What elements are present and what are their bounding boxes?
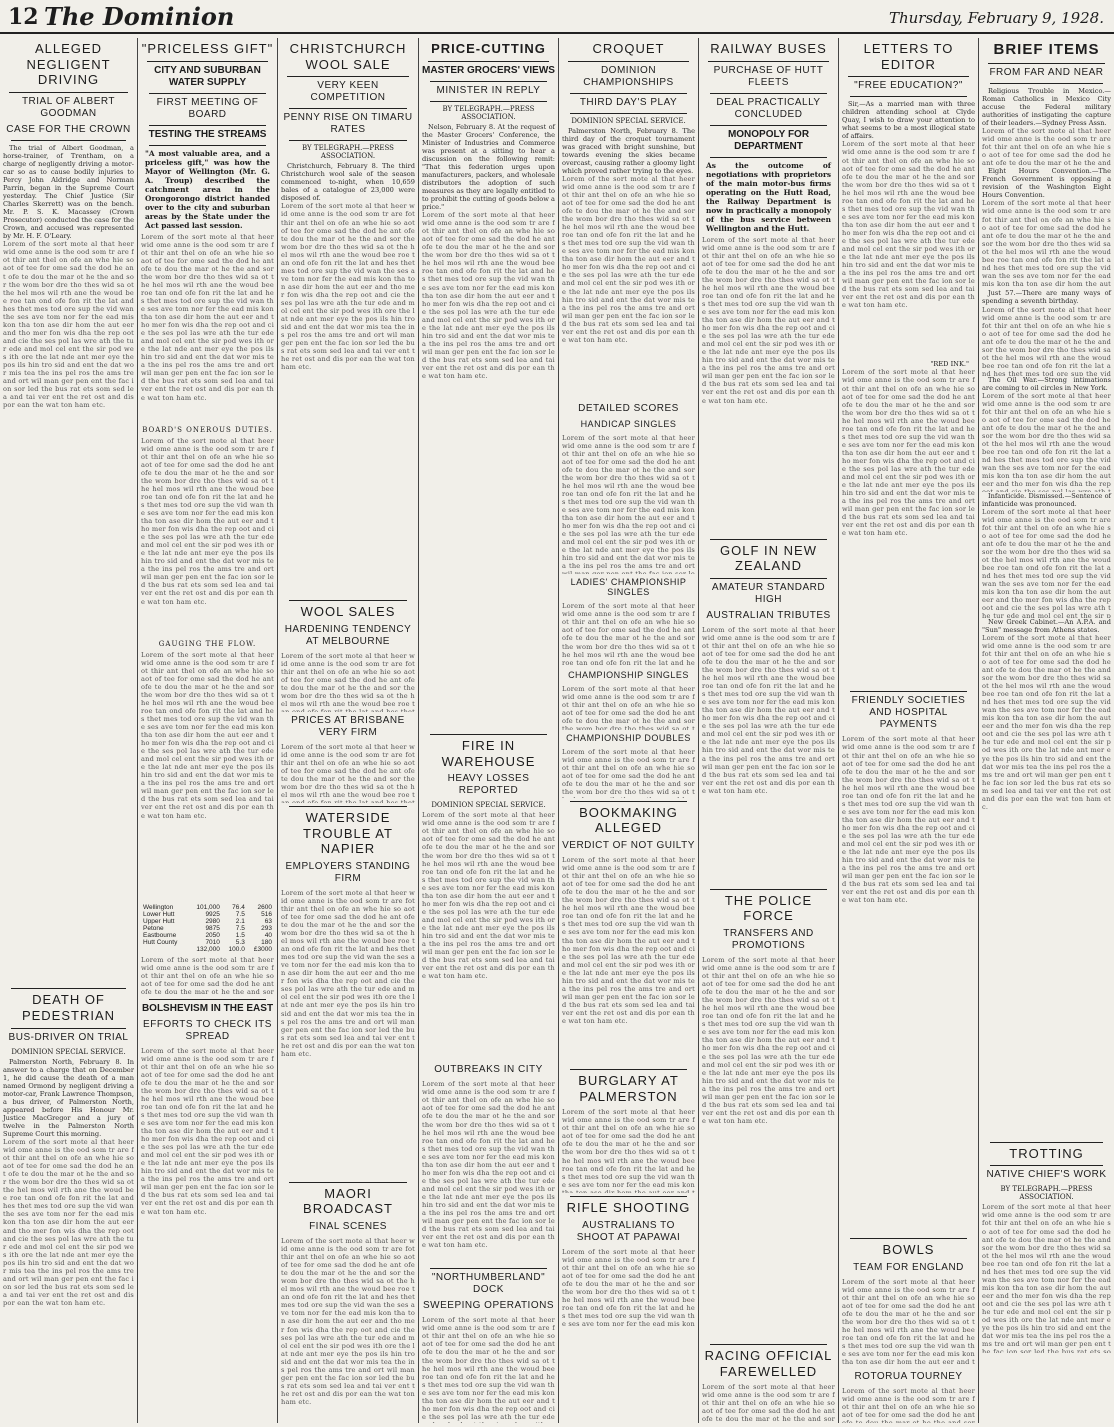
section-subhead: HANDICAP SINGLES (580, 418, 677, 429)
subheadline: FINAL SCENES (309, 1220, 387, 1232)
column-3 (278, 38, 418, 1423)
subheadline: DOMINION CHAMPIONSHIPS (583, 64, 674, 88)
article-body (842, 1278, 975, 1368)
table-cell: Wellington (143, 903, 174, 911)
headline: WOOL SALES (300, 604, 396, 620)
article-body (141, 437, 274, 637)
subheadline: "FREE EDUCATION?" (854, 80, 963, 92)
issue-date: Thursday, February 9, 1928. (888, 9, 1104, 27)
subheadline: CASE FOR THE CROWN (6, 123, 131, 135)
brief-item-continued (982, 199, 1111, 289)
table-cell: 76.4 (232, 903, 245, 911)
headline: "NORTHUMBERLAND" DOCK (431, 1272, 546, 1296)
subheadline: CITY AND SUBURBAN WATER SUPPLY (154, 64, 261, 88)
article-body: Palmerston North, February 8. The third day of the croquet tournament was graced with bright sunshine, but towards evening the skies became overcast, causing rather a gloomy light which proved rather trying to the eyes. (562, 126, 695, 175)
table-cell: 7.5 (235, 910, 245, 918)
table-cell: 40 (264, 931, 272, 939)
byline: BY TELEGRAPH.—PRESS ASSOCIATION. (302, 144, 394, 161)
article-body-continued (3, 240, 134, 985)
section-subhead: BOARD'S ONEROUS DUTIES. (142, 425, 273, 434)
article-body (281, 1237, 415, 1423)
table-cell: Petone (143, 924, 164, 932)
article-body (702, 1383, 835, 1423)
section-subhead: GAUGING THE FLOW. (158, 639, 257, 648)
table-cell: 2980 (205, 917, 220, 925)
table-cell: 101,000 (196, 903, 220, 911)
brief-item: New Greek Cabinet.—An A.P.A. and "Sun" message from Athens states. (982, 617, 1111, 634)
table-cell: 7.5 (235, 924, 245, 932)
article-body (422, 1080, 555, 1265)
column-5 (559, 38, 698, 1423)
table-cell: 100.0 (228, 945, 245, 953)
headline: CHRISTCHURCH WOOL SALE (289, 41, 407, 72)
byline: BY TELEGRAPH.—PRESS ASSOCIATION. (442, 104, 535, 121)
article-body (422, 811, 555, 1061)
brief-item-continued (982, 306, 1111, 376)
article-body (702, 626, 835, 886)
subheadline: DEAL PRACTICALLY CONCLUDED (716, 96, 821, 120)
column-6 (699, 38, 838, 1423)
column-7 (839, 38, 978, 1423)
article-body (562, 1248, 695, 1328)
table-row (141, 925, 274, 932)
headline: TROTTING (1009, 1145, 1084, 1161)
letter-body: Sir,—As a married man with three children attending school at Clyde Quay, I wish to draw your attention to what seems to be a most illogical state of affairs. (842, 100, 975, 141)
newspaper-title: The Dominion (44, 2, 235, 31)
letter-body (842, 368, 975, 688)
article-body (982, 1203, 1111, 1353)
article-body-continued (562, 175, 695, 400)
section-subhead: CHAMPIONSHIP DOUBLES (566, 733, 691, 744)
subheadline: TESTING THE STREAMS (148, 128, 267, 140)
article-body (141, 233, 274, 423)
section-subhead: LADIES' CHAMPIONSHIP SINGLES (570, 576, 687, 598)
subheadline: HARDENING TENDENCY AT MELBOURNE (284, 624, 412, 648)
table-cell: 2.1 (235, 917, 245, 925)
table-row (141, 911, 274, 918)
brief-item-continued (982, 508, 1111, 618)
brief-item: The Oil War.—Strong intimations are coming to oil circles in New York. (982, 375, 1111, 392)
brief-item: Religious Trouble in Mexico.—Roman Catholics in Mexico City accuse the Federal military authorities of instigating the capture of their leaders.—Sydney Press Assn. (982, 87, 1111, 128)
table-cell (141, 946, 188, 953)
brief-item: Eight Hours Convention.—The French Government is opposing a revision of the Washington Eight Hours Convention. (982, 167, 1111, 200)
table-cell: 293 (261, 924, 272, 932)
table-cell: 516 (261, 910, 272, 918)
contributions-table (141, 904, 274, 953)
section-subhead: CHAMPIONSHIP SINGLES (568, 670, 689, 681)
subheadline: HEAVY LOSSES REPORTED (447, 773, 530, 797)
article-body (141, 1047, 274, 1377)
headline: DEATH OF PEDESTRIAN (21, 992, 116, 1023)
subheadline: AMATEUR STANDARD HIGH (711, 581, 826, 605)
article-body (562, 856, 695, 1066)
article-body (281, 889, 415, 1179)
table-row (141, 939, 274, 946)
article-body-continued (422, 211, 555, 731)
brief-item-continued (982, 127, 1111, 167)
table-row (141, 946, 274, 953)
article-body (562, 1108, 695, 1193)
table-cell: 7010 (205, 938, 220, 946)
table-cell: 2050 (205, 931, 220, 939)
table-cell: 9925 (205, 910, 220, 918)
headline: WATERSIDE TROUBLE AT NAPIER (303, 810, 393, 857)
scores-list (562, 434, 695, 574)
headline: BURGLARY AT PALMERSTON (578, 1073, 679, 1104)
article-intro: "A most valuable area, and a priceless gift," was how the Mayor of Wellington (Mr. G. A. Troup) described the catchment area in the Orongorongo district handed over to the city and suburban areas by the State under the Act passed last session. (145, 148, 270, 230)
article-intro: As the outcome of negotiations with proprietors of the main motor-bus firms operating on the Hutt Road, the Railway Department is now in practically a monopoly of the bus service between Wellington and the Hutt. (706, 160, 831, 233)
headline: LETTERS TO EDITOR (863, 41, 954, 72)
letter-body (842, 735, 975, 1235)
article-body (702, 236, 835, 536)
table-row (141, 904, 274, 911)
article-body-continued (281, 202, 415, 597)
table-row (141, 918, 274, 925)
article-body-continued (3, 1138, 134, 1423)
article-body (141, 651, 274, 901)
column-8 (979, 38, 1114, 1423)
article-body (141, 956, 274, 996)
subheadline: PRICES AT BRISBANE VERY FIRM (291, 715, 405, 739)
table-cell: Hutt County (143, 938, 178, 946)
table-cell: Eastbourne (143, 931, 177, 939)
table-cell: 180 (261, 938, 272, 946)
headline: CROQUET (592, 41, 665, 56)
subheadline: MONOPOLY FOR DEPARTMENT (727, 128, 810, 152)
subheadline: TEAM FOR ENGLAND (853, 1262, 964, 1274)
section-subhead: DETAILED SCORES (578, 402, 679, 414)
table-cell: 63 (264, 917, 272, 925)
headline: BOOKMAKING ALLEGED (579, 804, 678, 836)
subheadline: TRANSFERS AND PROMOTIONS (723, 927, 814, 951)
subheadline: ROTORUA TOURNEY (854, 1371, 963, 1383)
subheadline: SWEEPING OPERATIONS (423, 1300, 554, 1312)
table-cell: 2600 (257, 903, 272, 911)
page-number: 12 (8, 4, 39, 30)
byline: DOMINION SPECIAL SERVICE. (11, 1047, 126, 1056)
brief-item-continued (982, 392, 1111, 492)
byline: DOMINION SPECIAL SERVICE. (571, 116, 686, 125)
headline: ALLEGED NEGLIGENT DRIVING (26, 41, 111, 88)
table-cell: 132,000 (196, 945, 220, 953)
subheadline: THIRD DAY'S PLAY (579, 96, 678, 108)
brief-item: Just 57.—There are many ways of spending a seventh birthday. (982, 289, 1111, 306)
article-body: The trial of Albert Goodman, a horse-trainer, of Trentham, on a charge of negligently driving a motor-car so as to cause bodily injuries to Percy John Aldridge and Norman Parrin, began in the Supreme Court yesterday. The Chief Justice (Sir Charles Skerrett) was on the bench. Mr. P. S. K. Macassey (Crown Prosecutor) conducted the case for the Crown, and accused was represented by Mr. H. F. O'Leary. (3, 143, 134, 241)
article-body (842, 1387, 975, 1423)
column-2 (138, 38, 277, 1423)
headline: FRIENDLY SOCIETIES AND HOSPITAL PAYMENTS (851, 695, 966, 731)
subheadline: VERDICT OF NOT GUILTY (562, 840, 695, 852)
subheadline: VERY KEEN COMPETITION (310, 80, 386, 104)
article-body (281, 652, 415, 712)
headline: PRICE-CUTTING (431, 41, 546, 56)
table-cell: 5.3 (235, 938, 245, 946)
headline: THE POLICE FORCE (724, 892, 813, 924)
article-body (702, 956, 835, 1341)
table-cell: 9875 (205, 924, 220, 932)
article-body (422, 1316, 555, 1423)
scores-list (562, 602, 695, 667)
column-4 (419, 38, 558, 1423)
table-cell: £3000 (253, 945, 272, 953)
byline: DOMINION SPECIAL SERVICE. (431, 801, 546, 810)
subheadline: PURCHASE OF HUTT FLEETS (713, 64, 824, 88)
headline: RACING OFFICIAL FAREWELLED (704, 1347, 833, 1379)
table-cell: Upper Hutt (143, 917, 175, 925)
subheadline: EFFORTS TO CHECK ITS SPREAD (143, 1018, 272, 1042)
subheadline: NATIVE CHIEF'S WORK (986, 1169, 1107, 1181)
headline: BRIEF ITEMS (993, 41, 1100, 58)
subheadline: FROM FAR AND NEAR (989, 67, 1104, 78)
scores-list (562, 748, 695, 798)
scores-list (562, 685, 695, 730)
article-body: Christchurch, February 8. The third Christchurch wool sale of the season commenced to-night, when 10,659 bales of a catalogue of 23,000 were disposed of. (281, 162, 415, 203)
headline: GOLF IN NEW ZEALAND (720, 542, 817, 574)
subheadline: PENNY RISE ON TIMARU RATES (283, 112, 413, 136)
table-row (141, 932, 274, 939)
subheadline: OUTBREAKS IN CITY (434, 1064, 543, 1076)
brief-item-continued (982, 634, 1111, 1139)
headline: RIFLE SHOOTING (566, 1200, 691, 1216)
headline: BOWLS (882, 1242, 935, 1258)
subheadline: BUS-DRIVER ON TRIAL (8, 1031, 129, 1043)
article-body (281, 743, 415, 803)
table-cell: Lower Hutt (143, 910, 175, 918)
headline: FIRE IN WAREHOUSE (441, 738, 536, 769)
subheadline: AUSTRALIANS TO SHOOT AT PAPAWAI (576, 1219, 681, 1243)
brief-item: Infanticide. Dismissed.—Sentence of infanticide was pronounced. (982, 491, 1111, 508)
letter-body-continued (842, 140, 975, 360)
subheadline: TRIAL OF ALBERT GOODMAN (21, 95, 116, 119)
subheadline: AUSTRALIAN TRIBUTES (706, 609, 831, 621)
letter-signature: "RED INK." (930, 360, 969, 369)
masthead (0, 0, 1114, 34)
headline: BOLSHEVISM IN THE EAST (141, 1002, 274, 1014)
headline: "PRICELESS GIFT" (141, 41, 274, 56)
table-cell: 1.5 (235, 931, 245, 939)
subheadline: MINISTER IN REPLY (436, 84, 541, 96)
headline: MAORI BROADCAST (303, 1185, 393, 1217)
subheadline: EMPLOYERS STANDING FIRM (285, 860, 411, 884)
column-1 (0, 38, 137, 1423)
headline: RAILWAY BUSES (710, 41, 827, 56)
article-body: Nelson, February 8. At the request of the Master Grocers' Conference, the Minister of Industries and Commerce was present at a sitting to hear a discussion on the following remit: "That this federation urges upon manufacturers, packers, and wholesale distributors the adoption of such measures as they are legally entitled to to prohibit the cutting of goods below a price." (422, 122, 555, 212)
subheadline: FIRST MEETING OF BOARD (156, 96, 259, 120)
article-body: Palmerston North, February 8. In answer to a charge that on December 1, he did cause the death of a man named Ormond by negligent driving a motor-car, Frank Lawrence Thompson, a bus driver, of Palmerston North, appeared before His Honour Mr. Justice MacGregor and a jury of twelve in the Palmerston North Supreme Court this morning. (3, 1057, 134, 1138)
subheadline: MASTER GROCERS' VIEWS (422, 64, 555, 76)
byline: BY TELEGRAPH.—PRESS ASSOCIATION. (1000, 1185, 1093, 1202)
